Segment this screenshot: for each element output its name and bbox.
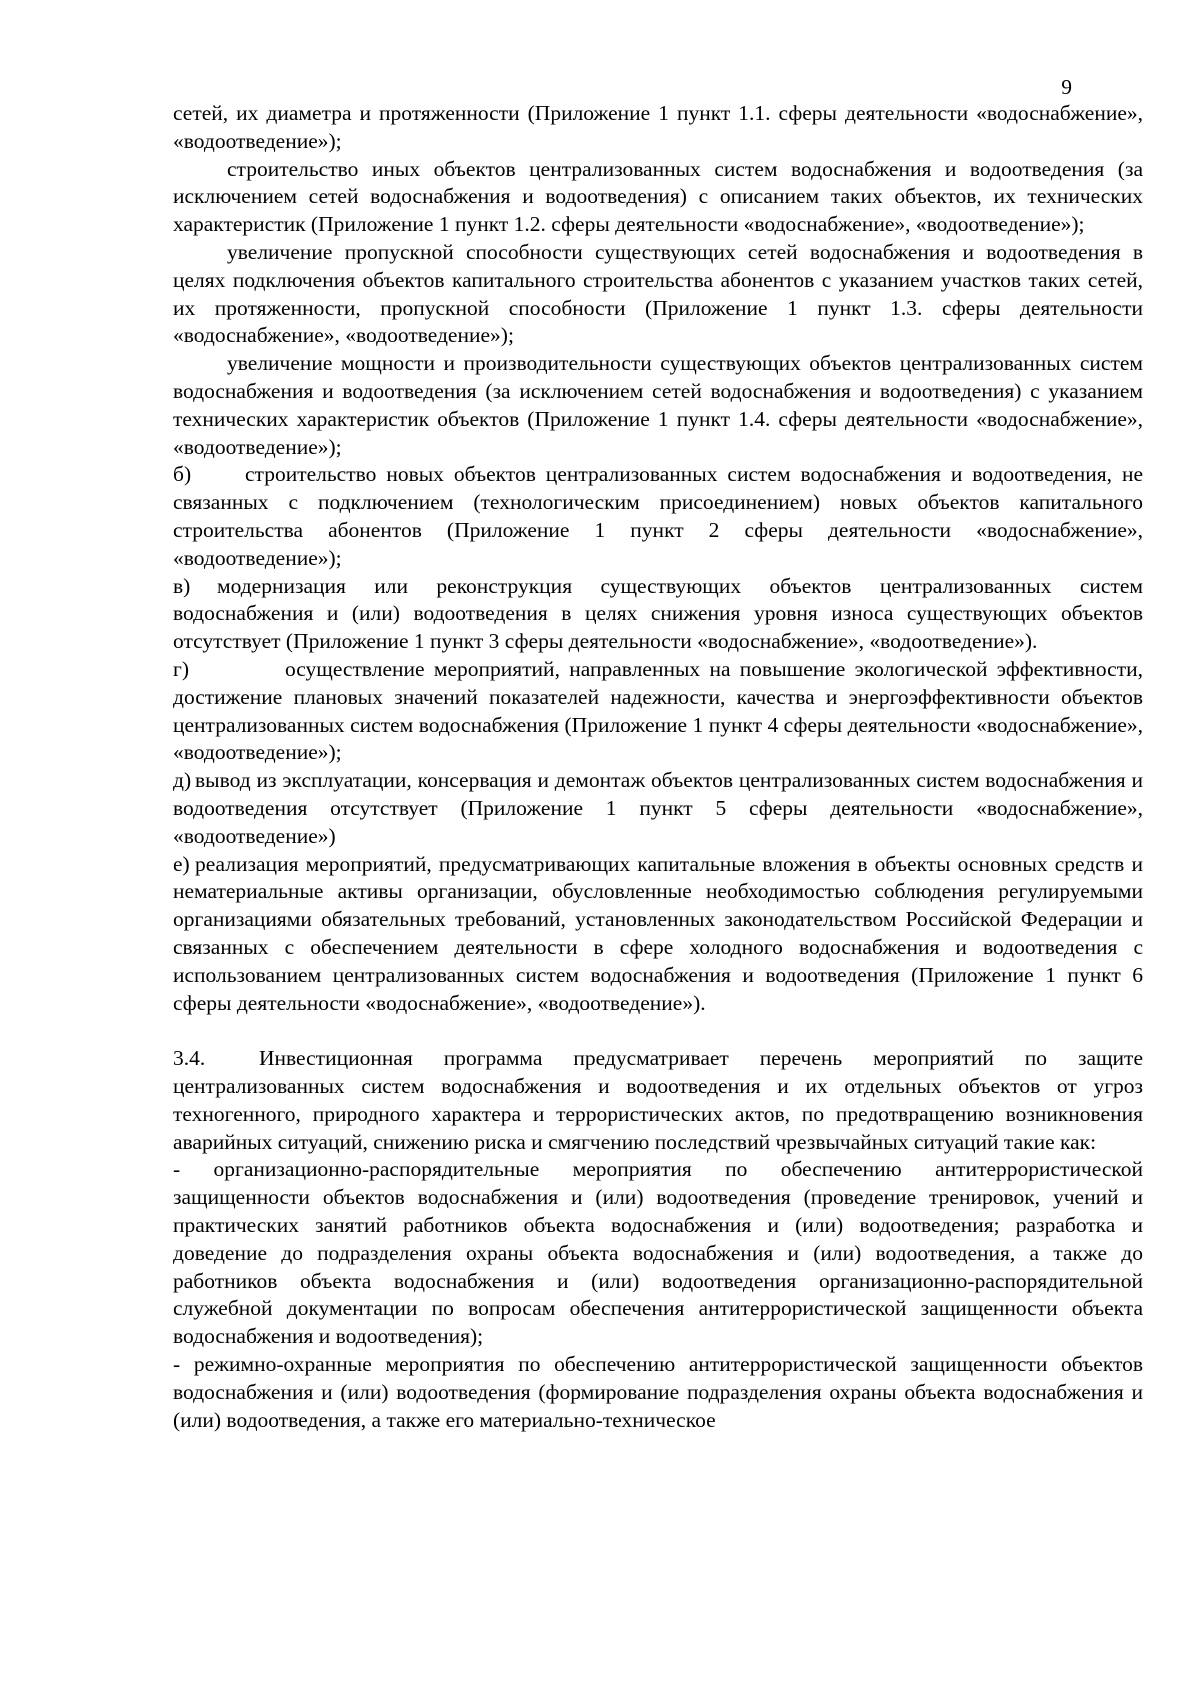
- paragraph-continuation: [173, 100, 1143, 156]
- item-letter: д): [173, 768, 192, 793]
- paragraph-text: осуществление мероприятий, направленных на повышение экологической эффективности, достижение плановых значений показателей надежности, качества и энергоэффективности объектов централизованных систем водоснабжения (Приложение 1 пункт 4 сферы деятельности «водоснабжение», «водоотведение»);: [173, 656, 1143, 765]
- section-3-4: [173, 1045, 1143, 1156]
- document-body: [173, 100, 1143, 1434]
- paragraph-text: реализация мероприятий, предусматривающих капитальные вложения в объекты основных средств и нематериальные активы организации, обусловленные необходимостью соблюдения регулируемыми организациями обязательных требований, установленных законодательством Российской Федерации и связанных с обеспечением деятельности в сфере холодного водоснабжения и водоотведения с использованием централизованных систем водоснабжения и водоотведения (Приложение 1 пункт 6 сферы деятельности «водоснабжение», «водоотведение»).: [173, 851, 1143, 1015]
- paragraph-text: строительство иных объектов централизованных систем водоснабжения и водоотведения (за исключением сетей водоснабжения и водоотведения) с описанием таких объектов, их технических характеристик (Приложение 1 пункт 1.2. сферы деятельности «водоснабжение», «водоотведение»);: [173, 156, 1143, 237]
- item-letter: г): [173, 656, 189, 681]
- section-number: 3.4.: [173, 1046, 206, 1071]
- paragraph-bullet-1-2: [173, 156, 1143, 239]
- paragraph-text: вывод из эксплуатации, консервация и демонтаж объектов централизованных систем водоснабжения и водоотведения отсутствует (Приложение 1 пункт 5 сферы деятельности «водоснабжение», «водоотведение»): [173, 768, 1143, 848]
- paragraph-text: увеличение пропускной способности существующих сетей водоснабжения и водоотведения в целях подключения объектов капитального строительства абонентов с указанием участков таких сетей, их протяженности, пропускной способности (Приложение 1 пункт 1.3. сферы деятельности «водоснабжение», «водоотведение»);: [173, 239, 1143, 348]
- paragraph-text: модернизация или реконструкция существующих объектов централизованных систем водоснабжения и (или) водоотведения в целях снижения уровня износа существующих объектов отсутствует (Приложение 1 пункт 3 сферы деятельности «водоснабжение», «водоотведение»).: [173, 573, 1143, 654]
- paragraph-item-d: [173, 767, 1143, 850]
- paragraph-text: строительство новых объектов централизованных систем водоснабжения и водоотведения, не связанных с подключением (технологическим присоединением) новых объектов капитального строительства абонентов (Приложение 1 пункт 2 сферы деятельности «водоснабжение», «водоотведение»);: [173, 462, 1143, 570]
- paragraph-text: Инвестиционная программа предусматривает перечень мероприятий по защите централизованных систем водоснабжения и водоотведения и их отдельных объектов от угроз техногенного, природного характера и террористических актов, по предотвращению возникновения аварийных ситуаций, снижению риска и смягчению последствий чрезвычайных ситуаций такие как:: [173, 1046, 1143, 1154]
- paragraph-dash-organizational: [173, 1156, 1143, 1351]
- item-letter: б): [173, 462, 192, 487]
- paragraph-text: - режимно-охранные мероприятия по обеспечению антитеррористической защищенности объектов водоснабжения и (или) водоотведения (формирование подразделения охраны объекта водоснабжения и (или) водоотведения, а также его материально-техническое: [173, 1352, 1143, 1432]
- paragraph-dash-security: [173, 1351, 1143, 1434]
- paragraph-bullet-1-4: [173, 350, 1143, 461]
- item-letter: е): [173, 851, 190, 876]
- paragraph-item-v: [173, 573, 1143, 656]
- page-number: 9: [1061, 75, 1072, 99]
- paragraph-item-b: [173, 461, 1143, 572]
- paragraph-item-g: [173, 656, 1143, 767]
- paragraph-text: увеличение мощности и производительности существующих объектов централизованных систем водоснабжения и водоотведения (за исключением сетей водоснабжения и водоотведения) с указанием технических характеристик объектов (Приложение 1 пункт 1.4. сферы деятельности «водоснабжение», «водоотведение»);: [173, 351, 1143, 459]
- paragraph-text: сетей, их диаметра и протяженности (Приложение 1 пункт 1.1. сферы деятельности «водоснабжение», «водоотведение»);: [173, 101, 1143, 153]
- paragraph-bullet-1-3: [173, 239, 1143, 350]
- paragraph-text: - организационно-распорядительные мероприятия по обеспечению антитеррористической защищенности объектов водоснабжения и (или) водоотведения (проведение тренировок, учений и практических занятий работников объекта водоснабжения и (или) водоотведения; разработка и доведение до подразделения охраны объекта водоснабжения и (или) водоотведения, а также до работников объекта водоснабжения и (или) водоотведения организационно-распорядительной служебной документации по вопросам обеспечения антитеррористической защищенности объекта водоснабжения и водоотведения);: [173, 1157, 1143, 1349]
- item-letter: в): [173, 573, 191, 598]
- paragraph-item-e: [173, 851, 1143, 1018]
